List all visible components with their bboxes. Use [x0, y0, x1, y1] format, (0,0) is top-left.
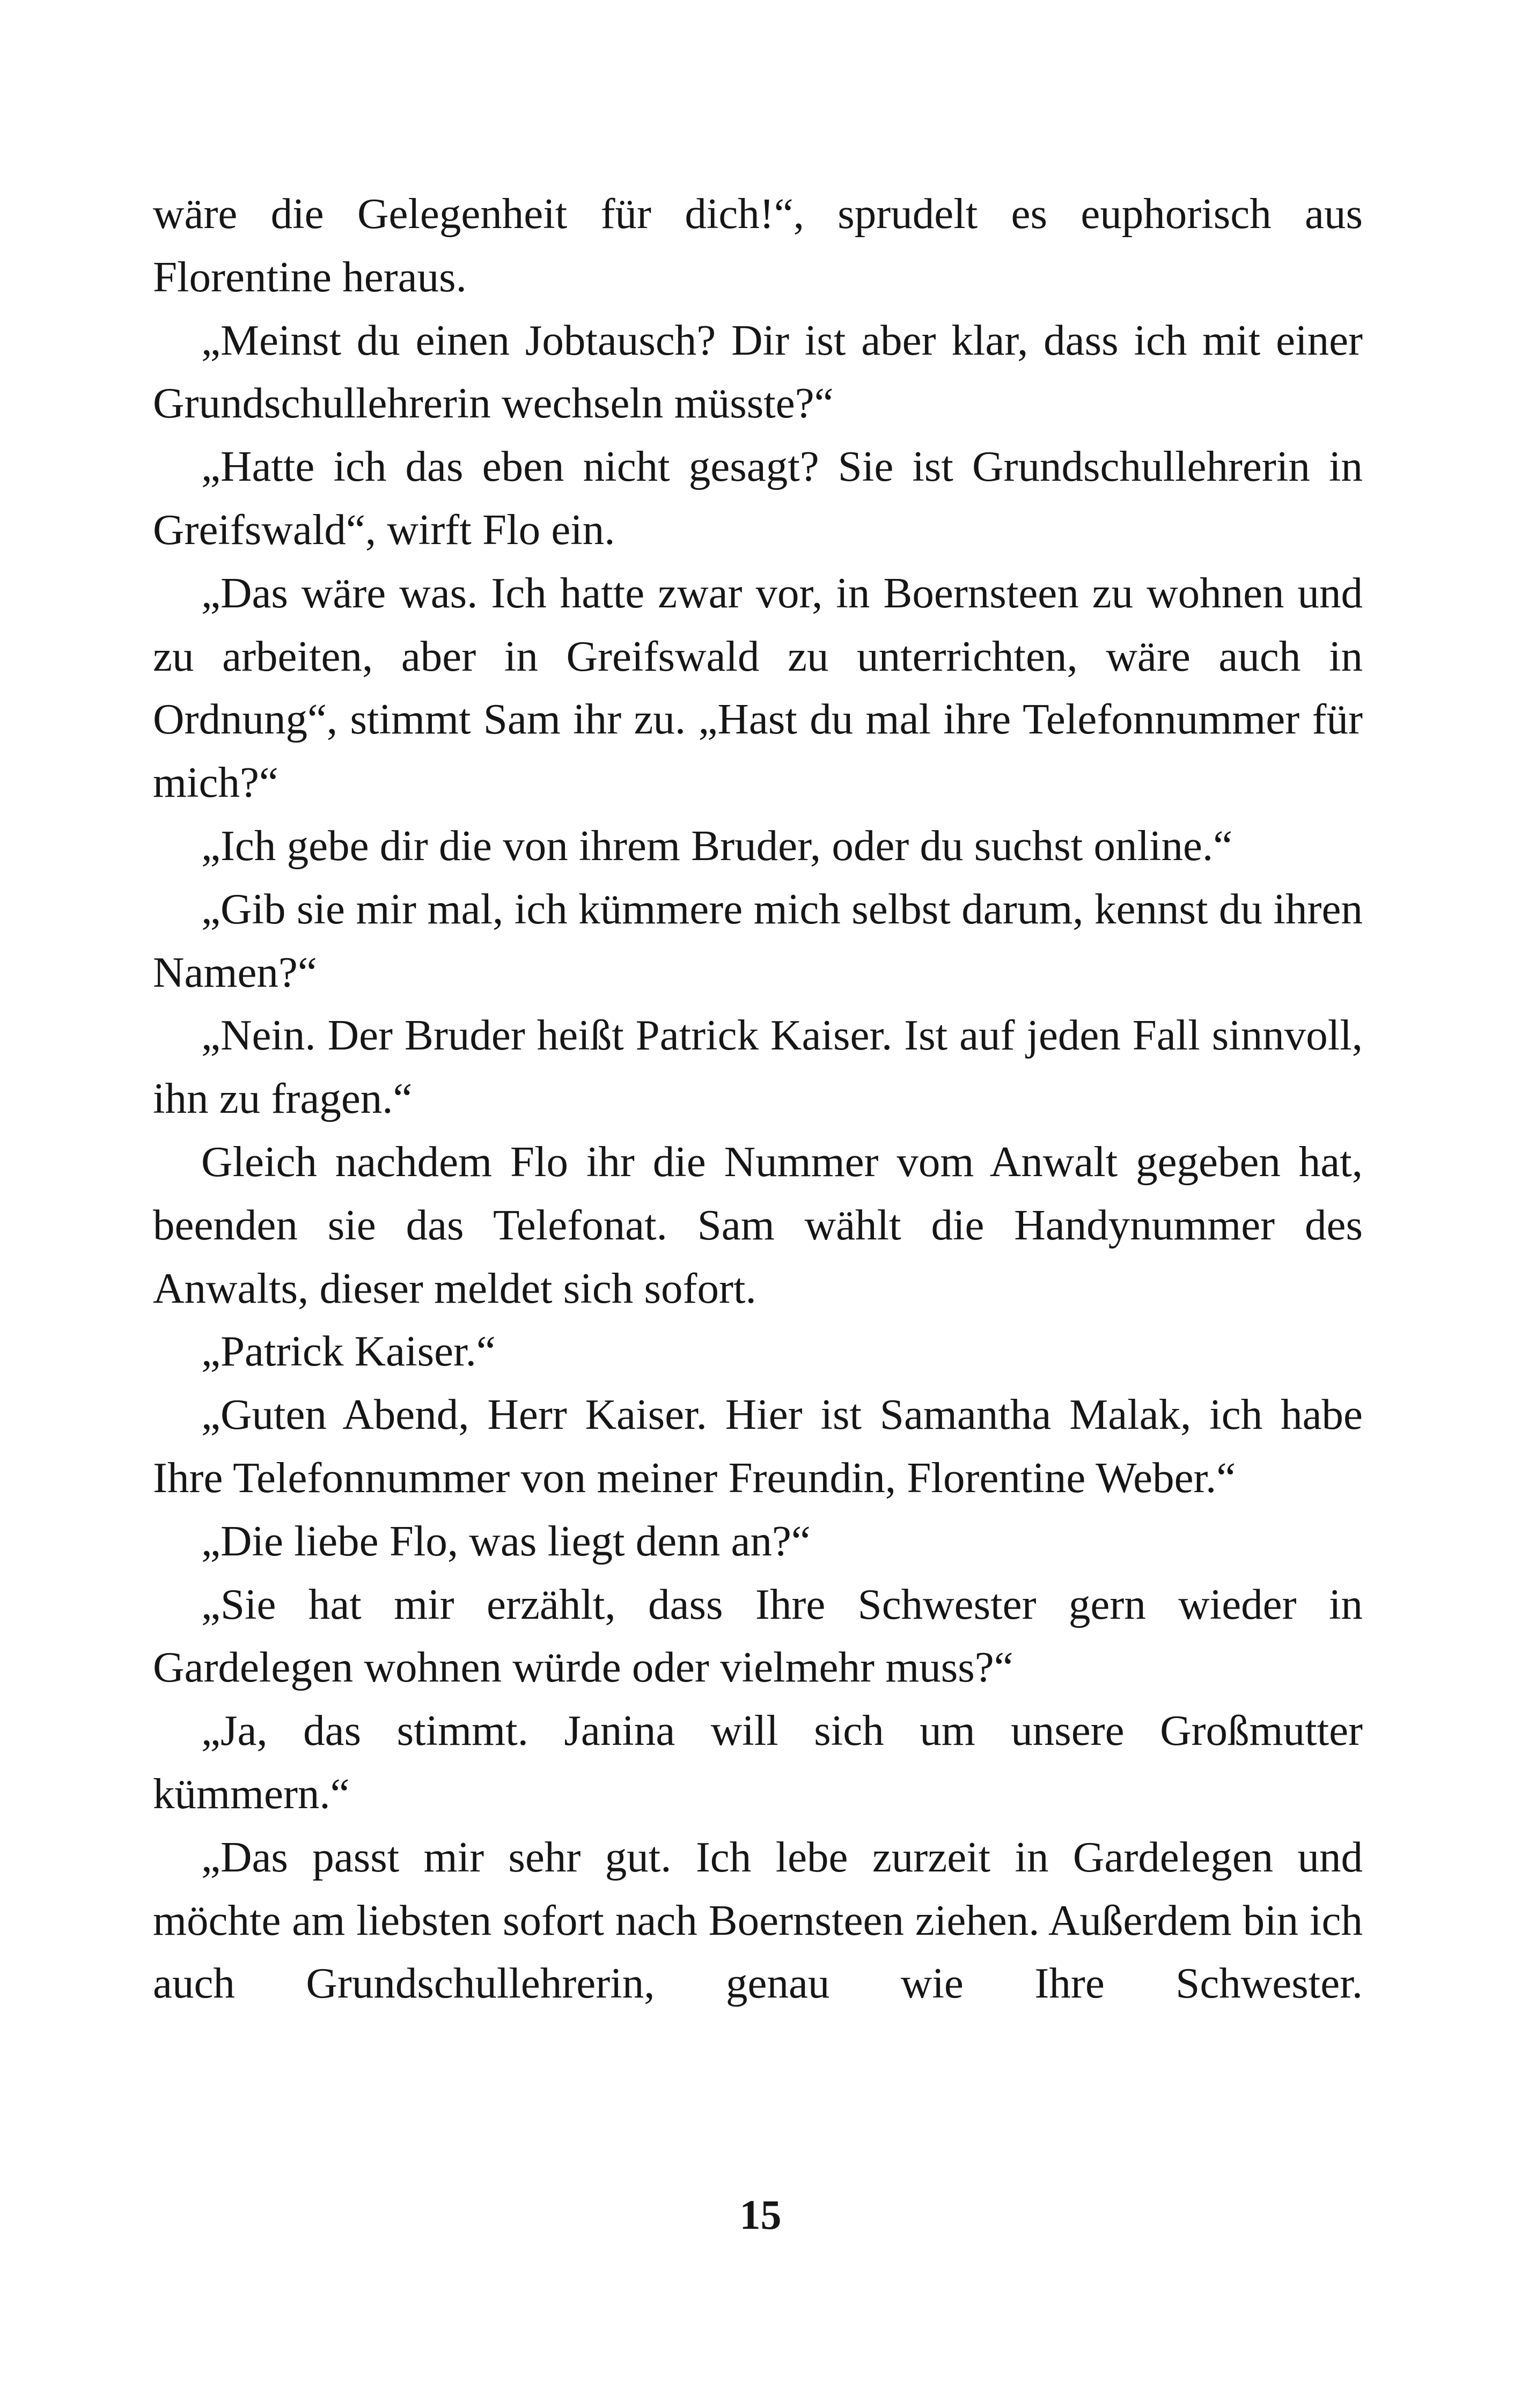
paragraph-dialogue: „Das wäre was. Ich hatte zwar vor, in Boernsteen zu wohnen und zu arbeiten, aber in Greifswald zu unterrichten, wäre auch in Ordnung“, stimmt Sam ihr zu. „Hast du mal ihre Telefonnummer für mich?“ [153, 568, 1363, 807]
paragraph-dialogue: „Nein. Der Bruder heißt Patrick Kaiser. Ist auf jeden Fall sinnvoll, ihn zu fragen.“ [153, 1011, 1363, 1123]
paragraph-narration: Gleich nachdem Flo ihr die Nummer vom Anwalt gegeben hat, beenden sie das Telefonat. Sam wählt die Handynummer des Anwalts, dieser meldet sich sofort. [153, 1137, 1363, 1312]
paragraph-dialogue: „Patrick Kaiser.“ [201, 1327, 496, 1376]
body-text [153, 182, 1363, 2015]
paragraph-dialogue: „Ich gebe dir die von ihrem Bruder, oder du suchst online.“ [201, 821, 1233, 870]
paragraph-dialogue: „Meinst du einen Jobtausch? Dir ist aber klar, dass ich mit einer Grundschullehrerin wechseln müsste?“ [153, 315, 1363, 428]
paragraph-dialogue: „Die liebe Flo, was liegt denn an?“ [201, 1516, 811, 1565]
paragraph-continuation: wäre die Gelegenheit für dich!“, sprudelt es euphorisch aus Florentine heraus. [153, 189, 1363, 301]
paragraph-dialogue: „Sie hat mir erzählt, dass Ihre Schwester gern wieder in Gardelegen wohnen würde oder vielmehr muss?“ [153, 1580, 1363, 1692]
paragraph-dialogue: „Gib sie mir mal, ich kümmere mich selbst darum, kennst du ihren Namen?“ [153, 884, 1363, 996]
paragraph-dialogue: „Hatte ich das eben nicht gesagt? Sie ist Grundschullehrerin in Greifswald“, wirft Flo ein. [153, 442, 1363, 554]
page-number: 15 [739, 2191, 782, 2238]
paragraph-dialogue: „Ja, das stimmt. Janina will sich um unsere Großmutter kümmern.“ [153, 1706, 1363, 1818]
paragraph-dialogue-continued: „Das passt mir sehr gut. Ich lebe zurzeit in Gardelegen und möchte am liebsten sofort nach Boernsteen ziehen. Außerdem bin ich auch Grundschullehrerin, genau wie Ihre Schwester. [153, 1832, 1363, 2008]
paragraph-dialogue: „Guten Abend, Herr Kaiser. Hier ist Samantha Malak, ich habe Ihre Telefonnummer von meiner Freundin, Florentine Weber.“ [153, 1390, 1363, 1502]
